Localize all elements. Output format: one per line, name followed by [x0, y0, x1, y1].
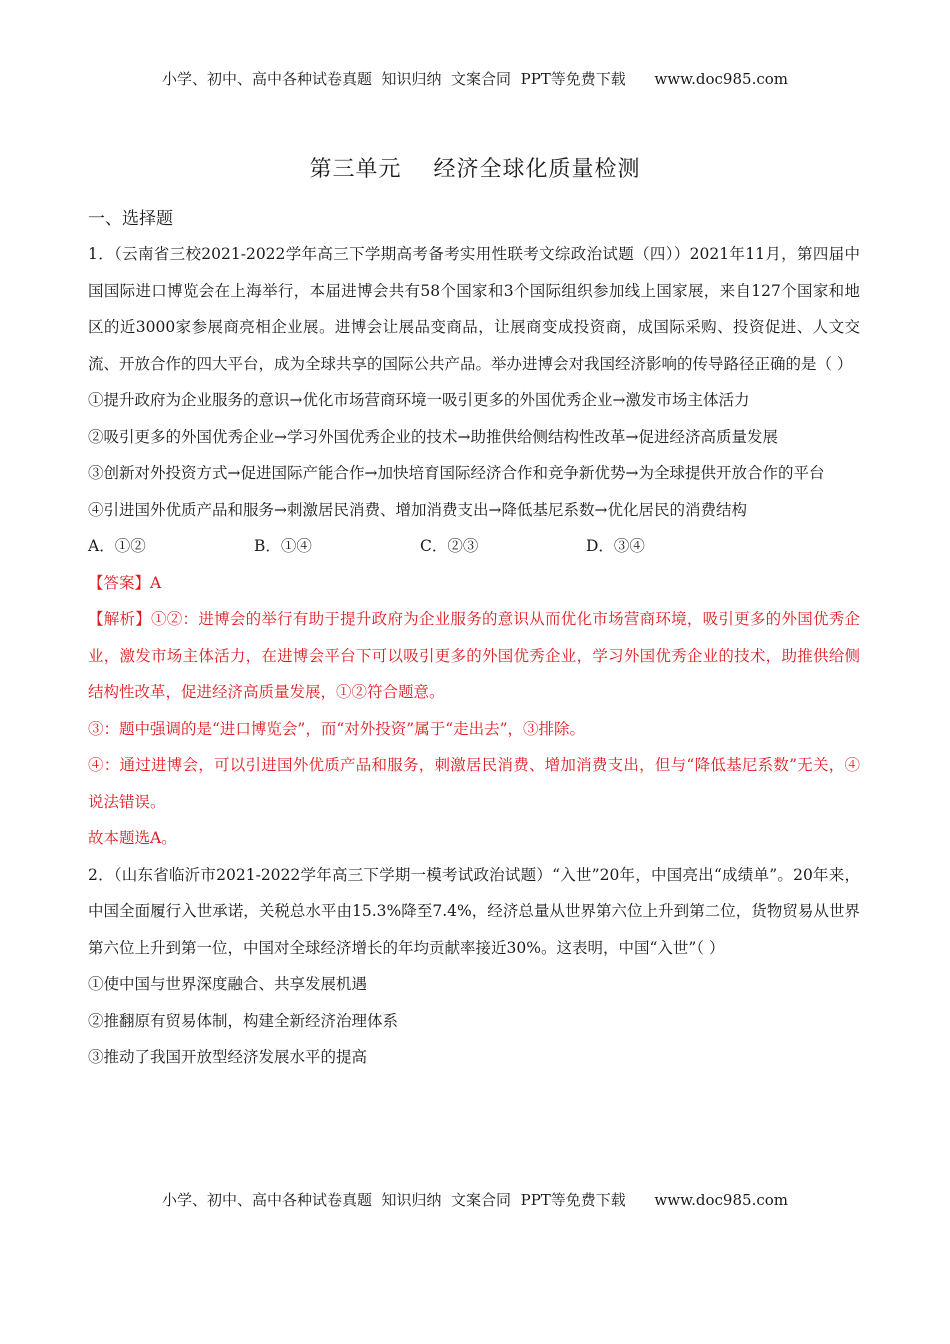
q1-analysis-3: ④：通过进博会，可以引进国外优质产品和服务，刺激居民消费、增加消费支出，但与“降低基尼系数”无关，④说法错误。 — [88, 756, 860, 811]
q1-option-d: D．③④ — [586, 537, 645, 555]
document-body — [88, 236, 860, 1076]
q1-options — [88, 528, 860, 565]
q1-analysis-2: ③：题中强调的是“进口博览会”，而“对外投资”属于“走出去”，③排除。 — [88, 719, 586, 738]
q1-stem: 1．（云南省三校2021-2022学年高三下学期高考备考实用性联考文综政治试题（四））2021年11月，第四届中国国际进口博览会在上海举行，本届进博会共有58个国家和3个国际组织参加线上国家展，来自127个国家和地区的近3000家参展商亮相企业展。进博会让展品变商品，让展商变成投资商，成国际采购、投资促进、人文交流、开放合作的四大平台，成为全球共享的国际公共产品。举办进博会对我国经济影响的传导路径正确的是（ ） — [88, 245, 860, 373]
page-footer: 小学、初中、高中各种试卷真题 知识归纳 文案合同 PPT等免费下载 www.doc985.com — [161, 1191, 788, 1209]
q1-item-4: ④引进国外优质产品和服务→刺激居民消费、增加消费支出→降低基尼系数→优化居民的消费结构 — [88, 500, 747, 519]
q1-option-b: B．①④ — [254, 537, 312, 555]
q1-item-2: ②吸引更多的外国优秀企业→学习外国优秀企业的技术→助推供给侧结构性改革→促进经济高质量发展 — [88, 427, 778, 446]
q2-item-3: ③推动了我国开放型经济发展水平的提高 — [88, 1048, 368, 1066]
q1-option-a: A．①② — [88, 537, 146, 555]
q2-item-1: ①使中国与世界深度融合、共享发展机遇 — [88, 975, 368, 993]
q1-analysis-1: 【解析】①②：进博会的举行有助于提升政府为企业服务的意识从而优化市场营商环境，吸引更多的外国优秀企业，激发市场主体活力，在进博会平台下可以吸引更多的外国优秀企业，学习外国优秀企业的技术，助推供给侧结构性改革，促进经济高质量发展，①②符合题意。 — [88, 610, 860, 701]
q1-option-c: C．②③ — [420, 537, 479, 555]
q1-conclusion: 故本题选A。 — [88, 829, 177, 847]
q1-answer: 【答案】A — [88, 573, 162, 592]
q1-item-3: ③创新对外投资方式→促进国际产能合作→加快培育国际经济合作和竞争新优势→为全球提供开放合作的平台 — [88, 464, 825, 482]
section-heading: 一、选择题 — [88, 209, 173, 229]
q2-stem: 2．（山东省临沂市2021-2022学年高三下学期一模考试政治试题）“入世”20年，中国亮出“成绩单”。20年来，中国全面履行入世承诺，关税总水平由15.3%降至7.4%，经济总量从世界第六位上升到第二位，货物贸易从世界第六位上升到第一位，中国对全球经济增长的年均贡献率接近30%。这表明，中国“入世”（ ） — [88, 865, 860, 957]
page-title: 第三单元 经济全球化质量检测 — [309, 157, 641, 182]
q1-item-1: ①提升政府为企业服务的意识→优化市场营商环境一吸引更多的外国优秀企业→激发市场主体活力 — [88, 391, 750, 409]
q2-item-2: ②推翻原有贸易体制，构建全新经济治理体系 — [88, 1011, 399, 1030]
page-header: 小学、初中、高中各种试卷真题 知识归纳 文案合同 PPT等免费下载 www.doc985.com — [161, 70, 788, 88]
